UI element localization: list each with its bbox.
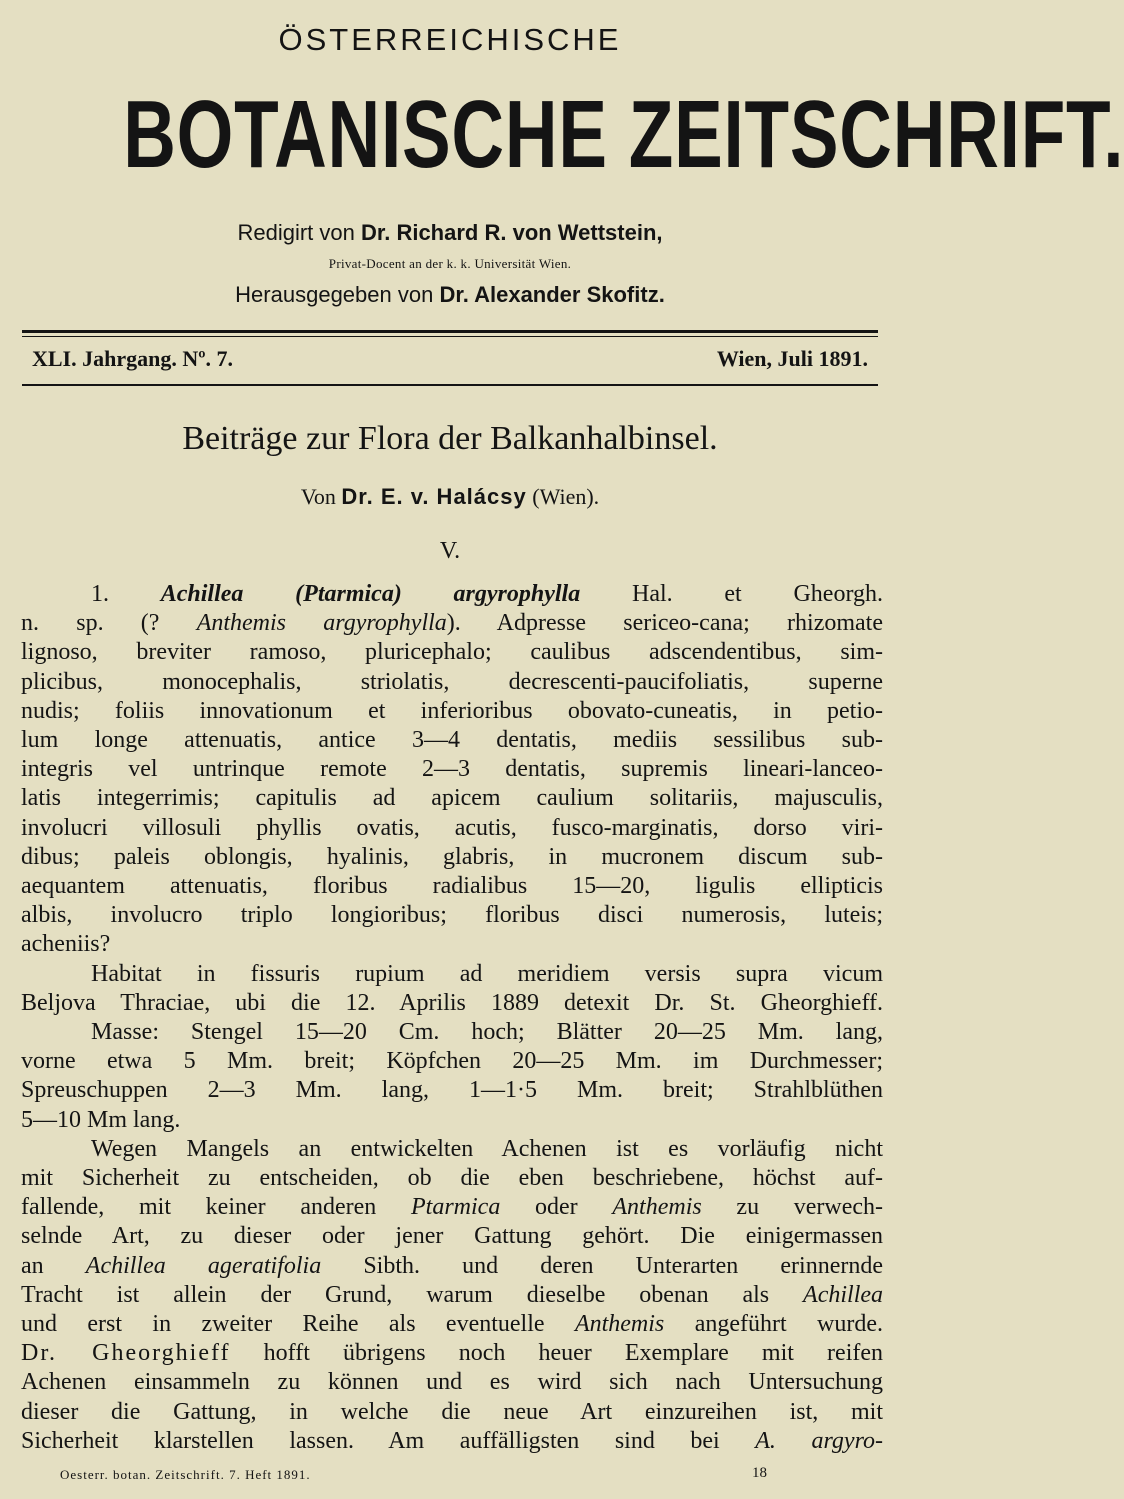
footer-signature: Oesterr. botan. Zeitschrift. 7. Heft 1891. [60, 1467, 311, 1482]
body-line: an Achillea ageratifolia Sibth. und deren Unterarten erinnernde [21, 1252, 884, 1279]
masthead-rule-thin [22, 336, 878, 337]
body-line: dieser die Gattung, in welche die neue Art einzureihen ist, mit [21, 1398, 883, 1425]
body-line: plicibus, monocephalis, striolatis, decrescenti-paucifoliatis, superne [21, 668, 883, 695]
issue-place-date: Wien, Juli 1891. [716, 346, 868, 371]
body-line: 5—10 Mm lang. [21, 1106, 181, 1133]
editor-line [0, 220, 900, 246]
body-line: aequantem attenuatis, floribus radialibus 15—20, ligulis ellipticis [21, 873, 883, 900]
body-line: involucri villosuli phyllis ovatis, acutis, fusco-marginatis, dorso viri- [21, 814, 883, 841]
body-line: fallende, mit keiner anderen Ptarmica oder Anthemis zu verwech- [21, 1194, 884, 1221]
body-line: Wegen Mangels an entwickelten Achenen ist es vorläufig nicht [91, 1135, 883, 1162]
article-byline [0, 484, 900, 510]
body-line: Masse: Stengel 15—20 Cm. hoch; Blätter 20—25 Mm. lang, [91, 1019, 883, 1046]
editor-affiliation: Privat-Docent an der k. k. Universität Wien. [328, 256, 572, 271]
publisher-name: Dr. Alexander Skofitz. [439, 282, 665, 307]
publisher-line [0, 282, 900, 308]
article-title: Beiträge zur Flora der Balkanhalbinsel. [182, 420, 718, 457]
body-line: Spreuschuppen 2—3 Mm. lang, 1—1·5 Mm. breit; Strahlblüthen [21, 1077, 883, 1104]
body-line: integris vel untrinque remote 2—3 dentatis, supremis lineari-lanceo- [21, 756, 883, 783]
section-number: V. [439, 538, 461, 564]
species-name: Achillea (Ptarmica) argyrophylla [160, 581, 581, 607]
body-line: lum longe attenuatis, antice 3—4 dentatis, mediis sessilibus sub- [21, 727, 883, 754]
issue-rule [22, 384, 878, 386]
body-line: Achenen einsammeln zu können und es wird sich nach Untersuchung [21, 1369, 883, 1396]
byline-prefix: Von [300, 484, 336, 509]
article-body [21, 580, 883, 1456]
body-line: latis integerrimis; capitulis ad apicem caulium solitariis, majusculis, [21, 785, 883, 812]
body-line: mit Sicherheit zu entscheiden, ob die eben beschriebene, höchst auf- [21, 1165, 883, 1192]
masthead-rule-thick [22, 330, 878, 333]
editor-name: Dr. Richard R. von Wettstein, [360, 220, 663, 245]
body-line: 1. Achillea (Ptarmica) argyrophylla Hal. et Gheorgh. [91, 581, 883, 607]
body-line: Habitat in fissuris rupium ad meridiem versis supra vicum [91, 960, 883, 987]
body-line: Tracht ist allein der Grund, warum dieselbe obenan als Achillea [21, 1281, 884, 1308]
journal-title: BOTANISCHE ZEITSCHRIFT. [123, 81, 1124, 188]
body-line: n. sp. (? Anthemis argyrophylla). Adpresse sericeo-cana; rhizomate [21, 610, 883, 637]
journal-kicker: ÖSTERREICHISCHE [278, 22, 622, 57]
editor-prefix: Redigirt von [237, 220, 355, 245]
body-line: Dr. Gheorghieff hofft übrigens noch heuer Exemplare mit reifen [21, 1340, 883, 1367]
publisher-prefix: Herausgegeben von [235, 282, 434, 307]
footer-sheet-number: 18 [752, 1465, 767, 1481]
body-line: lignoso, breviter ramoso, pluricephalo; caulibus adscendentibus, sim- [21, 639, 883, 666]
body-line: albis, involucro triplo longioribus; floribus disci numerosis, luteis; [21, 902, 883, 929]
issue-volume: XLI. Jahrgang. Nº. 7. [32, 346, 234, 371]
body-line: selnde Art, zu dieser oder jener Gattung gehört. Die einigermassen [21, 1223, 883, 1250]
body-line: vorne etwa 5 Mm. breit; Köpfchen 20—25 Mm. im Durchmesser; [21, 1048, 883, 1075]
synonym-name: Anthemis argyrophylla [196, 610, 447, 637]
body-line: und erst in zweiter Reihe als eventuelle Anthemis angeführt wurde. [21, 1311, 884, 1338]
author-name: Dr. E. v. Halácsy [341, 484, 527, 509]
body-line: acheniis? [21, 931, 111, 958]
body-line: Sicherheit klarstellen lassen. Am auffälligsten sind bei A. argyro- [21, 1427, 884, 1454]
body-line: Beljova Thraciae, ubi die 12. Aprilis 1889 detexit Dr. St. Gheorghieff. [21, 989, 883, 1016]
author-place: (Wien). [532, 484, 600, 509]
body-line: dibus; paleis oblongis, hyalinis, glabris, in mucronem discum sub- [21, 843, 883, 870]
body-line: nudis; foliis innovationum et inferioribus obovato-cuneatis, in petio- [21, 697, 883, 724]
